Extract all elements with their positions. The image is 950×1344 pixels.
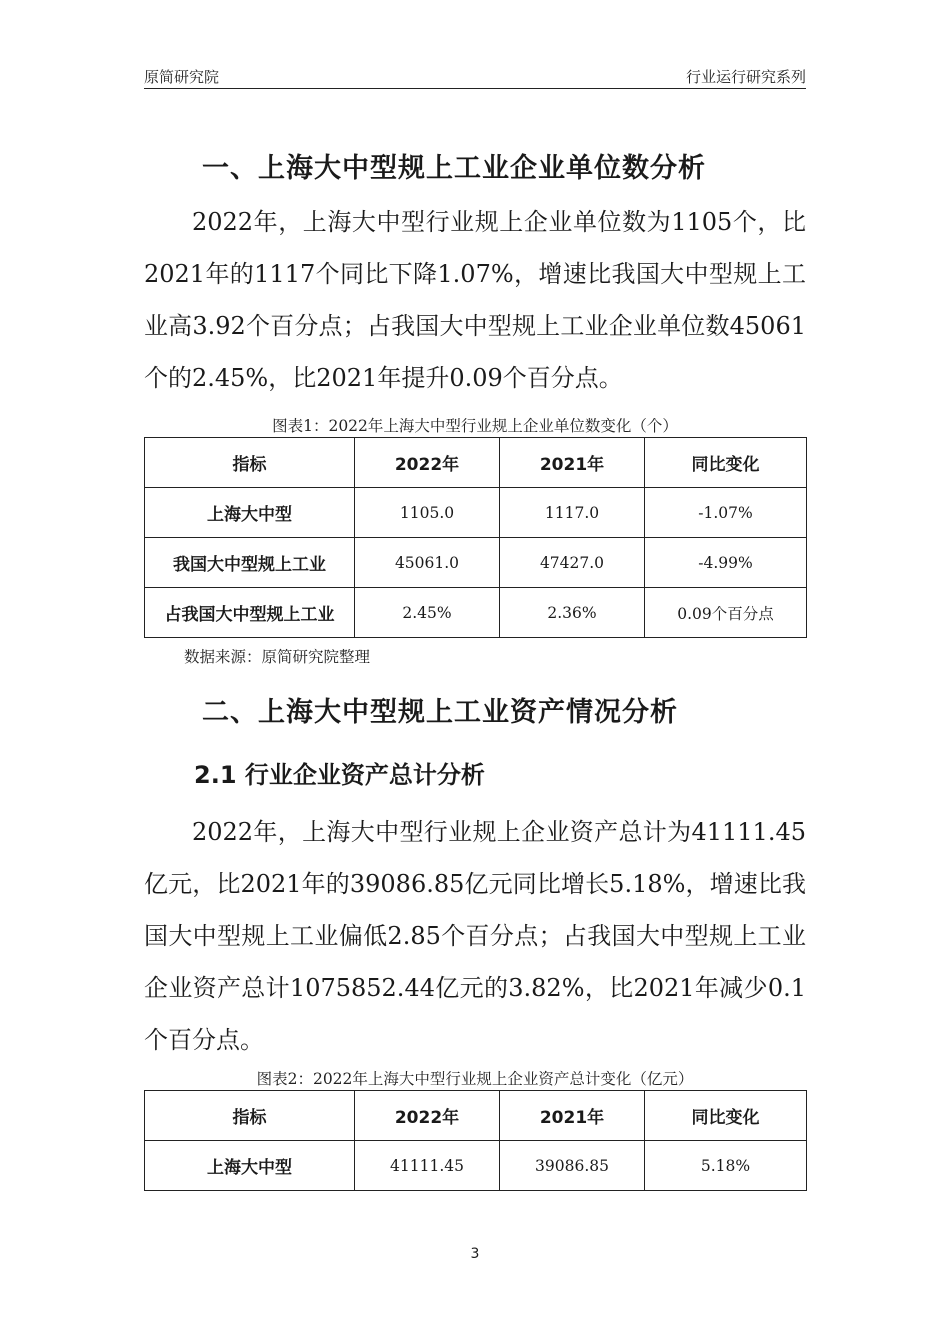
table2-cell: 41111.45 bbox=[355, 1141, 500, 1191]
table2-header-cell: 同比变化 bbox=[645, 1091, 807, 1141]
table1-cell: 45061.0 bbox=[355, 538, 500, 588]
table1-caption: 图表1：2022年上海大中型行业规上企业单位数变化（个） bbox=[272, 417, 678, 435]
section2-paragraph: 2022年，上海大中型行业规上企业资产总计为41111.45亿元，比2021年的39086.85亿元同比增长5.18%，增速比我国大中型规上工业偏低2.85个百分点；占我国大中型规上工业企业资产总计1075852.44亿元的3.82%，比2021年减少0.1个百分点。 bbox=[144, 818, 806, 1054]
table2-header-cell: 2021年 bbox=[500, 1091, 645, 1141]
table-row bbox=[145, 588, 807, 638]
header-org-name: 原简研究院 bbox=[144, 68, 220, 86]
section1-paragraph: 2022年，上海大中型行业规上企业单位数为1105个，比2021年的1117个同比下降1.07%，增速比我国大中型规上工业高3.92个百分点；占我国大中型规上工业企业单位数45061个的2.45%，比2021年提升0.09个百分点。 bbox=[144, 208, 806, 392]
table2-header-row bbox=[145, 1091, 807, 1141]
header-divider bbox=[144, 88, 806, 89]
table1-cell: 1117.0 bbox=[500, 488, 645, 538]
table1 bbox=[144, 437, 807, 638]
table2-header-cell: 2022年 bbox=[355, 1091, 500, 1141]
section1-title: 一、上海大中型规上工业企业单位数分析 bbox=[202, 153, 706, 184]
table1-cell: 1105.0 bbox=[355, 488, 500, 538]
table1-cell: 2.45% bbox=[355, 588, 500, 638]
table1-cell: -4.99% bbox=[645, 538, 807, 588]
section2-title: 二、上海大中型规上工业资产情况分析 bbox=[202, 697, 678, 728]
table1-row-label: 我国大中型规上工业 bbox=[145, 538, 355, 588]
table2-cell: 5.18% bbox=[645, 1141, 807, 1191]
table2-cell: 39086.85 bbox=[500, 1141, 645, 1191]
table1-header-cell: 同比变化 bbox=[645, 438, 807, 488]
table1-source: 数据来源：原简研究院整理 bbox=[184, 648, 371, 666]
table1-cell: 47427.0 bbox=[500, 538, 645, 588]
table1-header-cell: 2022年 bbox=[355, 438, 500, 488]
table1-row-label: 占我国大中型规上工业 bbox=[145, 588, 355, 638]
table2-row-label: 上海大中型 bbox=[145, 1141, 355, 1191]
table-row bbox=[145, 1141, 807, 1191]
header-series-name: 行业运行研究系列 bbox=[685, 68, 806, 86]
table2-caption: 图表2：2022年上海大中型行业规上企业资产总计变化（亿元） bbox=[256, 1070, 694, 1088]
section2-subtitle: 2.1 行业企业资产总计分析 bbox=[194, 761, 485, 789]
table1-header-row bbox=[145, 438, 807, 488]
table-row bbox=[145, 488, 807, 538]
page-number: 3 bbox=[470, 1246, 480, 1262]
table1-header-cell: 2021年 bbox=[500, 438, 645, 488]
table2-header-cell: 指标 bbox=[145, 1091, 355, 1141]
table-row bbox=[145, 538, 807, 588]
table1-header-cell: 指标 bbox=[145, 438, 355, 488]
table1-row-label: 上海大中型 bbox=[145, 488, 355, 538]
table1-cell: 0.09个百分点 bbox=[645, 588, 807, 638]
table1-cell: 2.36% bbox=[500, 588, 645, 638]
table1-cell: -1.07% bbox=[645, 488, 807, 538]
table2 bbox=[144, 1090, 807, 1191]
